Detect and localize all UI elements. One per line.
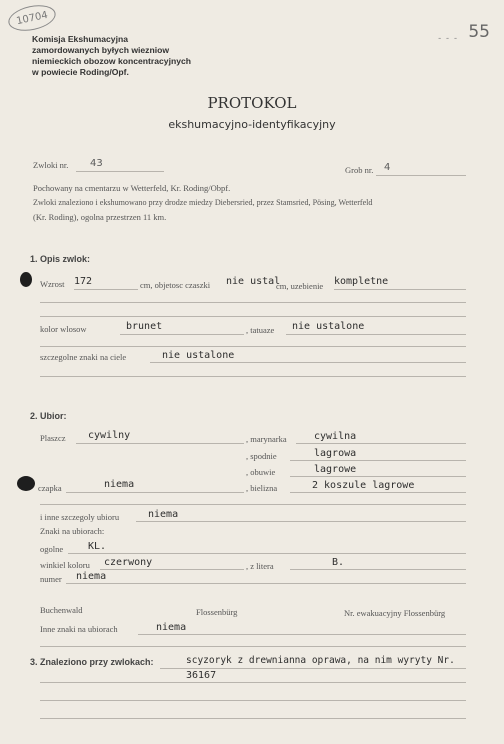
litera-value: B. bbox=[332, 557, 345, 568]
ogolne-label: ogolne bbox=[40, 544, 64, 554]
litera-label: , z litera bbox=[246, 561, 274, 571]
inne-znaki-value: niema bbox=[156, 622, 187, 633]
wzrost-label: Wzrost bbox=[40, 279, 65, 289]
inne-znaki-label: Inne znaki na ubiorach bbox=[40, 624, 118, 634]
header-line-4: w powiecie Roding/Opf. bbox=[32, 67, 129, 77]
czapka-value: niema bbox=[104, 479, 135, 490]
kolor-label: kolor wlosow bbox=[40, 324, 87, 334]
winkiel-value: czerwony bbox=[104, 557, 153, 568]
numer-value: niema bbox=[76, 571, 107, 582]
znaki-label: szczegolne znaki na ciele bbox=[40, 352, 127, 362]
plaszcz-label: Plaszcz bbox=[40, 433, 66, 443]
header-line-3: niemieckich obozow koncentracyjnych bbox=[32, 56, 192, 66]
zwloki-value: 43 bbox=[90, 158, 103, 169]
tatuaze-label: , tatuaze bbox=[246, 325, 275, 335]
numer-label: numer bbox=[40, 574, 62, 584]
header-line-2: zamordowanych byłych wiezniow bbox=[32, 45, 170, 55]
plaszcz-value: cywilny bbox=[88, 430, 131, 441]
uzebienie-value: kompletne bbox=[334, 276, 389, 287]
kolor-value: brunet bbox=[126, 321, 163, 332]
intro-line-1: Pochowany na cmentarzu w Wetterfeld, Kr. Roding/Obpf. bbox=[33, 183, 231, 193]
punch-hole-2 bbox=[17, 476, 35, 491]
obuwie-label: , obuwie bbox=[246, 467, 276, 477]
section-1-title: 1. Opis zwlok: bbox=[30, 254, 91, 264]
inne-value: niema bbox=[148, 509, 179, 520]
intro-line-3: (Kr. Roding), ogolna przestrzen 11 km. bbox=[33, 212, 167, 222]
znaki-value: nie ustalone bbox=[162, 350, 235, 361]
header-dashes: - - - bbox=[438, 34, 458, 44]
spodnie-value: lagrowa bbox=[314, 448, 357, 459]
inne-label: i inne szczegoly ubioru bbox=[40, 512, 120, 522]
znaki-ubior-label: Znaki na ubiorach: bbox=[40, 526, 105, 536]
czaszka-value: nie ustal bbox=[226, 276, 281, 287]
marynarka-value: cywilna bbox=[314, 431, 357, 442]
znaleziono-value-1: scyzoryk z drewnianna oprawa, na nim wyryty Nr. bbox=[186, 655, 455, 666]
czaszka-label: cm, objetosc czaszki bbox=[140, 280, 211, 290]
page-number: 55 bbox=[468, 22, 490, 42]
obuwie-value: lagrowe bbox=[314, 464, 357, 475]
intro-line-2: Zwloki znaleziono i ekshumowano przy drodze miedzy Diebersried, przez Stamsried, Pösing, Wetterfeld bbox=[33, 198, 373, 207]
bielizna-value: 2 koszule lagrowe bbox=[312, 480, 415, 491]
zwloki-label: Zwloki nr. bbox=[33, 160, 69, 170]
znaleziono-value-2: 36167 bbox=[186, 670, 217, 681]
grob-label: Grob nr. bbox=[345, 165, 374, 175]
czapka-label: czapka bbox=[38, 483, 62, 493]
ogolne-value: KL. bbox=[88, 541, 107, 552]
tatuaze-value: nie ustalone bbox=[292, 321, 365, 332]
archive-stamp: 10704 bbox=[6, 1, 58, 34]
buchenwald-label: Buchenwald bbox=[40, 605, 83, 615]
wzrost-value: 172 bbox=[74, 276, 93, 287]
flossenburg-label: Flossenbürg bbox=[196, 607, 238, 617]
spodnie-label: , spodnie bbox=[246, 451, 277, 461]
header-line-1: Komisja Ekshumacyjna bbox=[32, 34, 129, 44]
section-2-title: 2. Ubior: bbox=[30, 411, 67, 421]
section-3-title: 3. Znaleziono przy zwlokach: bbox=[30, 657, 154, 667]
ewakuacyjny-label: Nr. ewakuacyjny Flossenbürg bbox=[344, 608, 446, 618]
document-subtitle: ekshumacyjno-identyfikacyjny bbox=[168, 118, 336, 131]
bielizna-label: , bielizna bbox=[246, 483, 278, 493]
document-title: PROTOKOL bbox=[207, 94, 297, 112]
grob-value: 4 bbox=[384, 162, 391, 173]
winkiel-label: winkiel koloru bbox=[40, 560, 90, 570]
uzebienie-label: cm, uzebienie bbox=[276, 281, 324, 291]
marynarka-label: , marynarka bbox=[246, 434, 287, 444]
punch-hole bbox=[20, 272, 32, 287]
